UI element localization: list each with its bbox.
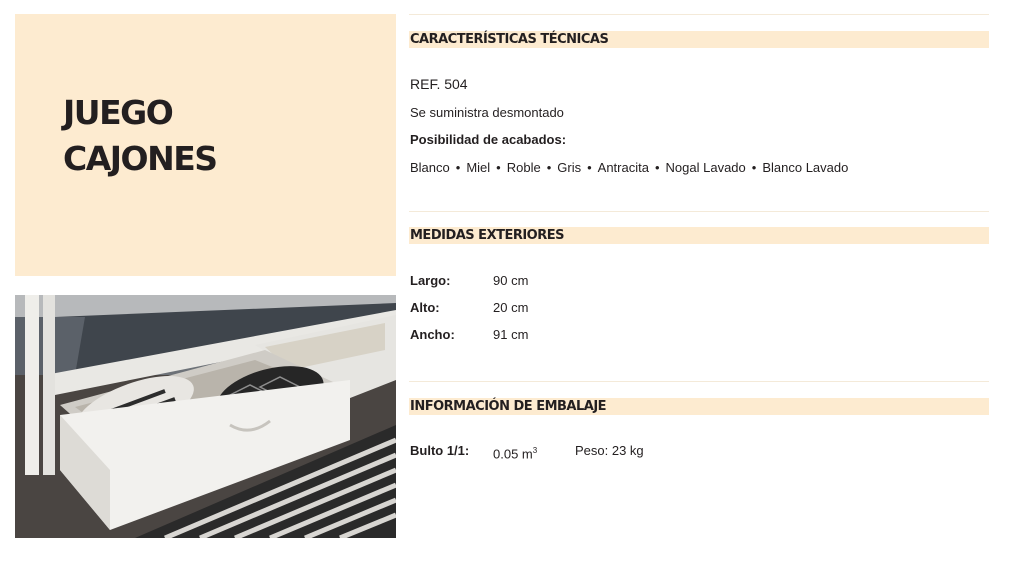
finish-separator: • [496, 160, 501, 175]
dimension-value-alto: 20 cm [493, 300, 529, 315]
title-panel [15, 14, 396, 276]
dimension-value-ancho: 91 cm [493, 327, 529, 342]
finish-separator: • [654, 160, 660, 175]
package-volume [493, 443, 537, 462]
dimension-label-alto: Alto: [410, 300, 440, 315]
finish-separator: • [751, 160, 757, 175]
package-label: Bulto 1/1: [410, 443, 470, 458]
dimension-label-ancho: Ancho: [410, 327, 455, 342]
drawer-illustration [15, 295, 396, 538]
finishes-list [410, 160, 848, 175]
divider-top [409, 14, 989, 15]
finish-item: Nogal Lavado [665, 160, 746, 175]
finish-item: Miel [466, 160, 491, 175]
finish-item: Blanco [410, 160, 450, 175]
package-volume-exponent: 3 [532, 446, 538, 455]
package-volume-value: 0.05 m [493, 446, 533, 462]
divider-dimensions [409, 211, 989, 212]
finish-item: Gris [557, 160, 582, 175]
product-photo [15, 295, 396, 538]
finish-item: Roble [506, 160, 541, 175]
product-title-line1: JUEGO [63, 93, 173, 132]
package-weight: Peso: 23 kg [575, 443, 644, 458]
assembly-note: Se suministra desmontado [410, 105, 564, 120]
finish-separator: • [455, 160, 461, 175]
finishes-label: Posibilidad de acabados: [410, 132, 567, 147]
product-title [63, 90, 217, 182]
section-heading-technical: CARACTERÍSTICAS TÉCNICAS [410, 32, 609, 47]
section-heading-dimensions: MEDIDAS EXTERIORES [410, 228, 564, 243]
finish-separator: • [546, 160, 552, 175]
product-reference: REF. 504 [410, 76, 468, 92]
divider-packaging [409, 381, 989, 382]
finish-separator: • [587, 160, 592, 175]
finish-item: Blanco Lavado [762, 160, 849, 175]
finish-item: Antracita [597, 160, 649, 175]
section-heading-packaging: INFORMACIÓN DE EMBALAJE [410, 399, 607, 414]
dimension-value-largo: 90 cm [493, 273, 529, 288]
dimension-label-largo: Largo: [410, 273, 451, 288]
product-title-line2: CAJONES [63, 139, 217, 178]
